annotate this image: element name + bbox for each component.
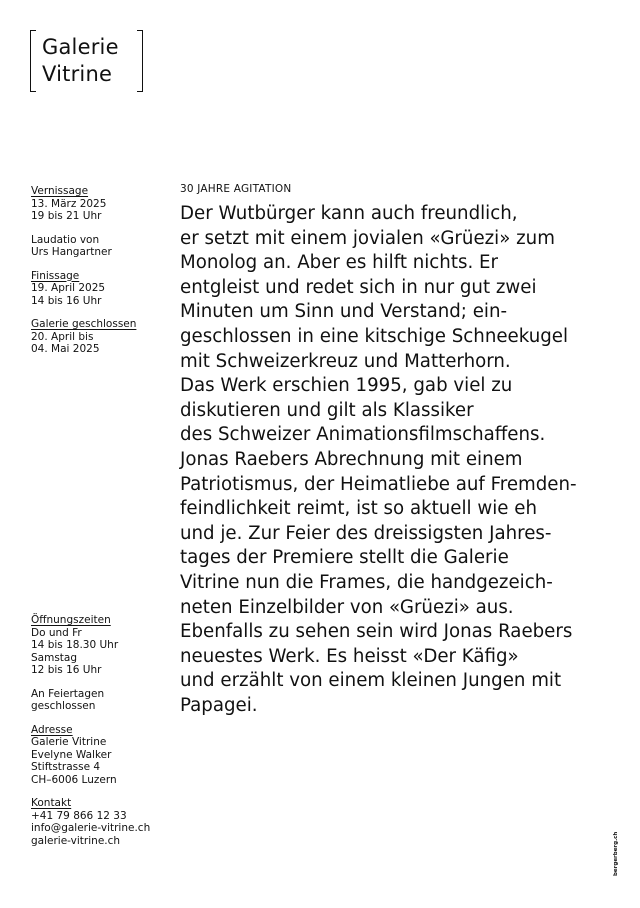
- vernissage-label: Vernissage: [31, 185, 89, 197]
- article-line: Der Wutbürger kann auch freundlich,: [180, 203, 518, 224]
- finissage-date: 19. April 2025: [31, 282, 106, 294]
- contact-phone[interactable]: +41 79 866 12 33: [31, 809, 127, 822]
- article-line: und je. Zur Feier des dreissigsten Jahres-: [180, 522, 552, 544]
- article-line: Vitrine nun die Frames, die handgezeich-: [180, 571, 553, 593]
- article-line: er setzt mit einem jovialen «Grüezi» zum: [180, 227, 555, 249]
- logo-line-1: Galerie: [42, 35, 119, 59]
- article-line: Minuten um Sinn und Verstand; ein-: [180, 301, 508, 323]
- holidays-block: [31, 688, 171, 713]
- article-line: Papagei.: [180, 694, 258, 716]
- vernissage-block: [31, 185, 171, 223]
- hours-days-1: Do und Fr: [31, 626, 82, 639]
- address-line-2: Evelyne Walker: [31, 748, 112, 761]
- hours-time-1: 14 bis 18.30 Uhr: [31, 639, 119, 651]
- closed-from: 20. April bis: [31, 330, 94, 343]
- article-line: entgleist und redet sich in nur gut zwei: [180, 276, 537, 298]
- article-line: Ebenfalls zu sehen sein wird Jonas Raebers: [180, 621, 573, 643]
- article-line: und erzählt von einem kleinen Jungen mit: [180, 670, 562, 692]
- hours-label: Öffnungszeiten: [31, 614, 111, 626]
- hours-block: [31, 614, 171, 677]
- contact-label: Kontakt: [31, 797, 72, 809]
- article-line: Das Werk erschien 1995, gab viel zu: [180, 375, 513, 397]
- finissage-time: 14 bis 16 Uhr: [31, 294, 102, 307]
- closed-label: Galerie geschlossen: [31, 318, 137, 330]
- laudatio-speaker: Urs Hangartner: [31, 246, 112, 258]
- laudatio-block: [31, 234, 171, 259]
- article-body: [180, 202, 620, 718]
- logo-bracket-right: [137, 30, 143, 92]
- address-line-3: Stiftstrasse 4: [31, 761, 101, 773]
- contact-email[interactable]: info@galerie-vitrine.ch: [31, 822, 151, 834]
- hours-time-2: 12 bis 16 Uhr: [31, 664, 102, 676]
- closed-until: 04. Mai 2025: [31, 343, 100, 355]
- article-line: Patriotismus, der Heimatliebe auf Fremden-: [180, 473, 577, 495]
- article-kicker: 30 JAHRE AGITATION: [180, 183, 292, 195]
- holidays-line-1: An Feiertagen: [31, 687, 105, 700]
- finissage-block: [31, 270, 171, 308]
- address-line-4: CH–6006 Luzern: [31, 773, 117, 786]
- closed-block: [31, 318, 171, 356]
- logo-line-2: Vitrine: [42, 62, 113, 86]
- imprint-credit: bergerberg.ch: [613, 831, 619, 876]
- article-line: des Schweizer Animationsfilmschaffens.: [180, 424, 546, 446]
- contact-website[interactable]: galerie-vitrine.ch: [31, 834, 121, 847]
- vernissage-date: 13. März 2025: [31, 197, 107, 210]
- gallery-logo: [30, 30, 143, 90]
- article-line: geschlossen in eine kitschige Schneekugel: [180, 325, 569, 347]
- article-line: mit Schweizerkreuz und Matterhorn.: [180, 350, 511, 372]
- address-block: [31, 724, 171, 787]
- article-line: Jonas Raebers Abrechnung mit einem: [180, 448, 523, 470]
- finissage-label: Finissage: [31, 269, 80, 282]
- article-line: feindlichkeit reimt, ist so aktuell wie eh: [180, 498, 537, 520]
- sidebar-dates: [31, 185, 171, 367]
- article-line: neten Einzelbilder von «Grüezi» aus.: [180, 596, 514, 618]
- address-label: Adresse: [31, 723, 73, 736]
- sidebar-info: [31, 614, 171, 858]
- vernissage-time: 19 bis 21 Uhr: [31, 210, 102, 222]
- address-line-1: Galerie Vitrine: [31, 736, 107, 748]
- hours-days-2: Samstag: [31, 651, 78, 664]
- holidays-line-2: geschlossen: [31, 700, 96, 712]
- article-line: tages der Premiere stellt die Galerie: [180, 547, 509, 569]
- logo-bracket-left: [30, 30, 36, 92]
- article-line: neuestes Werk. Es heisst «Der Käfig»: [180, 645, 519, 667]
- contact-block: [31, 797, 171, 847]
- article-line: Monolog an. Aber es hilft nichts. Er: [180, 252, 498, 274]
- laudatio-label: Laudatio von: [31, 233, 100, 246]
- article-line: diskutieren und gilt als Klassiker: [180, 399, 474, 421]
